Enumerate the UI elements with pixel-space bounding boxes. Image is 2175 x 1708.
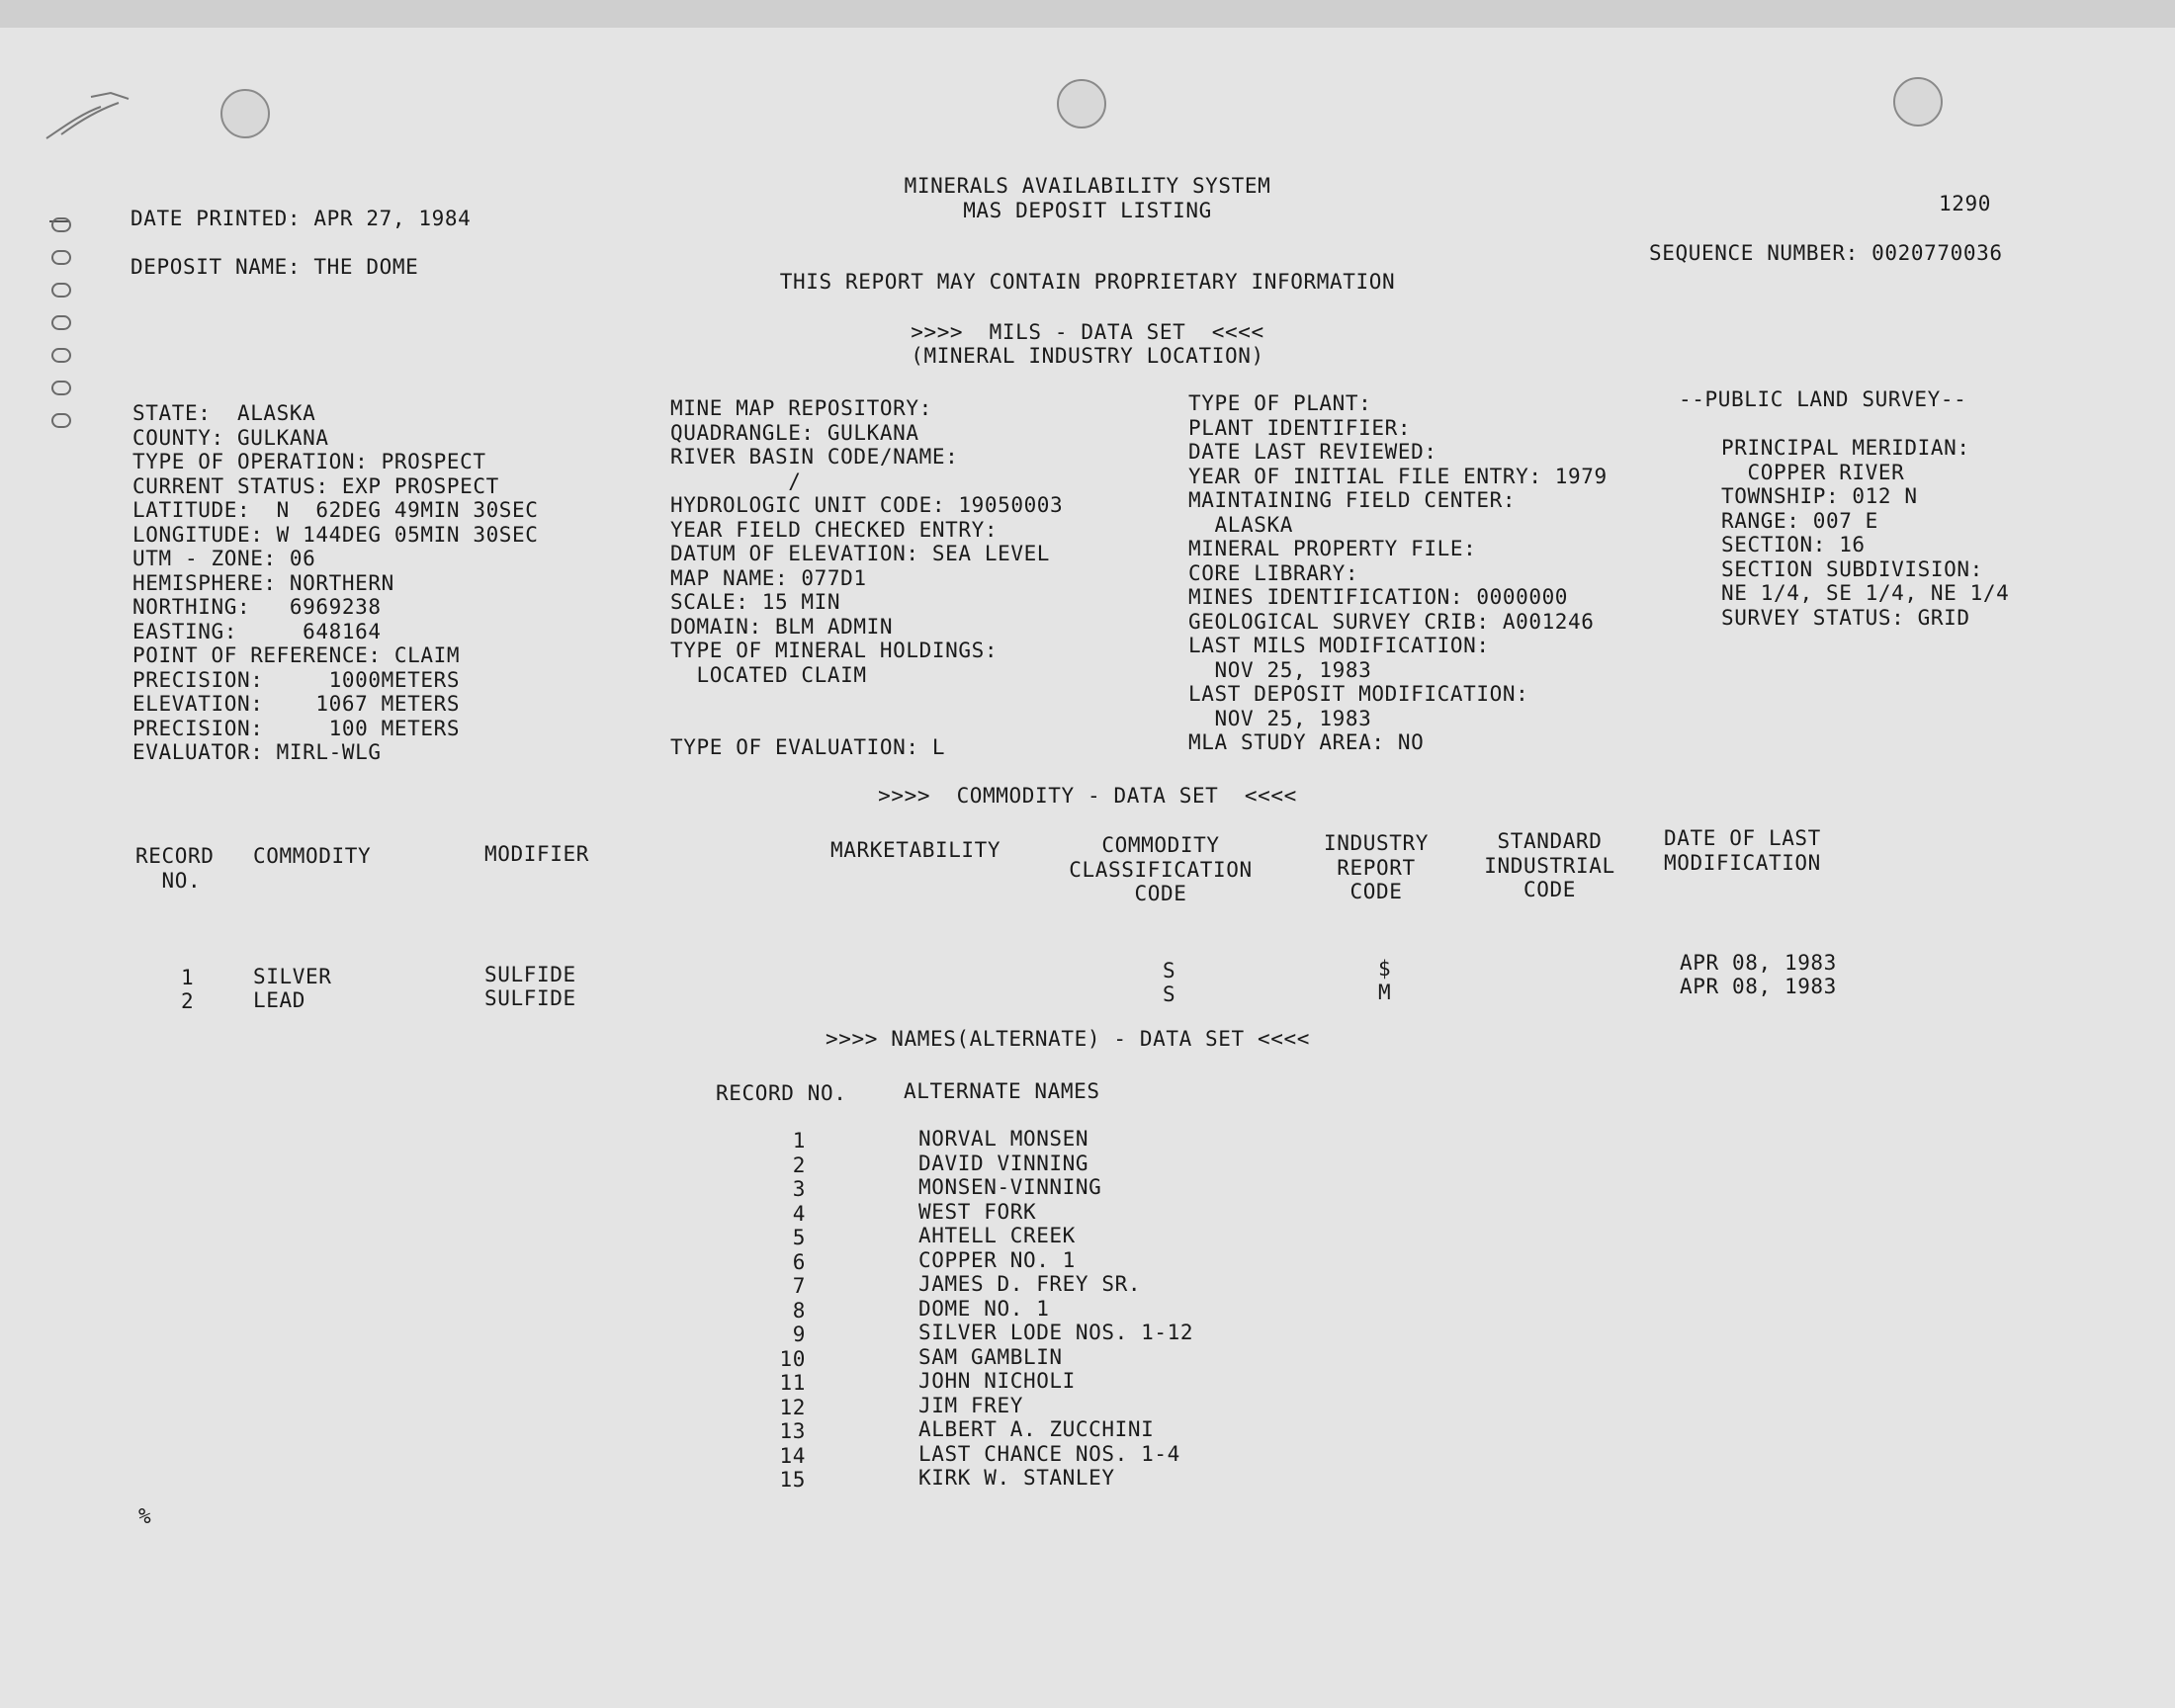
plant-field: GEOLOGICAL SURVEY CRIB: A001246	[1188, 609, 1595, 634]
pencil-mark	[42, 89, 135, 146]
location-field: HEMISPHERE: NORTHERN	[132, 570, 394, 595]
header-record-no: RECORD NO.	[135, 844, 215, 893]
map-field: DATUM OF ELEVATION: SEA LEVEL	[670, 542, 1051, 565]
map-field: RIVER BASIN CODE/NAME:	[670, 445, 959, 469]
commodity-name: SILVER	[253, 965, 332, 988]
header-commodity: COMMODITY	[253, 844, 372, 868]
names-title: >>>> NAMES(ALTERNATE) - DATA SET <<<<	[826, 1027, 1310, 1051]
alternate-name: SILVER LODE NOS. 1-12	[918, 1321, 1194, 1344]
land-survey-field: SURVEY STATUS: GRID	[1721, 605, 1970, 630]
plant-field: MINERAL PROPERTY FILE:	[1188, 537, 1477, 560]
modifier: SULFIDE	[484, 963, 576, 986]
location-field: UTM - ZONE: 06	[132, 547, 316, 570]
alternate-name: DAVID VINNING	[918, 1151, 1089, 1175]
commodity-title: >>>> COMMODITY - DATA SET <<<<	[878, 784, 1297, 808]
location-field: CURRENT STATUS: EXP PROSPECT	[132, 473, 499, 498]
map-field: MAP NAME: 077D1	[670, 565, 867, 590]
map-field: TYPE OF MINERAL HOLDINGS:	[670, 639, 999, 662]
alternate-name: WEST FORK	[918, 1199, 1037, 1224]
alternate-name: AHTELL CREEK	[918, 1224, 1076, 1247]
map-field: LOCATED CLAIM	[670, 662, 867, 687]
header-sic-code: STANDARD INDUSTRIAL CODE	[1484, 829, 1615, 901]
names-record-numbers	[761, 1129, 806, 1493]
name-record-no: 9	[792, 1323, 806, 1346]
location-field: LATITUDE: N 62DEG 49MIN 30SEC	[132, 498, 539, 522]
listing-title: MAS DEPOSIT LISTING	[963, 199, 1212, 222]
name-record-no: 2	[792, 1153, 806, 1177]
proprietary-notice: THIS REPORT MAY CONTAIN PROPRIETARY INFORMATION	[779, 270, 1396, 294]
plant-field: LAST MILS MODIFICATION:	[1188, 634, 1490, 657]
punch-hole-right	[1893, 77, 1943, 127]
alternate-name: COPPER NO. 1	[918, 1247, 1076, 1272]
name-record-no: 15	[779, 1468, 806, 1492]
punch-hole-left	[220, 89, 270, 138]
land-survey-field: RANGE: 007 E	[1721, 508, 1878, 533]
header-marketability: MARKETABILITY	[830, 838, 1001, 862]
land-survey-field: NE 1/4, SE 1/4, NE 1/4	[1721, 581, 2010, 605]
plant-field: LAST DEPOSIT MODIFICATION:	[1188, 682, 1529, 706]
location-field: POINT OF REFERENCE: CLAIM	[132, 643, 461, 667]
alternate-name: SAM GAMBLIN	[918, 1344, 1063, 1369]
classification-code: S	[1163, 982, 1176, 1006]
alternate-name: JAMES D. FREY SR.	[918, 1272, 1142, 1296]
date-modified: APR 08, 1983	[1680, 975, 1837, 998]
map-field: SCALE: 15 MIN	[670, 590, 841, 614]
punch-hole-center	[1057, 79, 1106, 128]
date-printed: DATE PRINTED: APR 27, 1984	[130, 207, 472, 230]
location-column	[132, 401, 539, 765]
film-code-marks	[51, 217, 73, 446]
industry-code: $	[1378, 957, 1392, 981]
mils-title: >>>> MILS - DATA SET <<<<	[911, 320, 1264, 344]
name-record-no: 13	[779, 1419, 806, 1443]
date-modified: APR 08, 1983	[1680, 951, 1837, 975]
header-date-modified: DATE OF LAST MODIFICATION	[1664, 826, 1821, 875]
record-no: 1	[181, 966, 195, 989]
location-field: EASTING: 648164	[132, 619, 382, 643]
map-field: MINE MAP REPOSITORY:	[670, 396, 932, 420]
plant-field: CORE LIBRARY:	[1188, 560, 1359, 585]
alternate-names-list	[918, 1127, 1193, 1491]
land-survey-field: SECTION SUBDIVISION:	[1721, 556, 1983, 581]
alternate-name: ALBERT A. ZUCCHINI	[918, 1417, 1155, 1441]
map-field: HYDROLOGIC UNIT CODE: 19050003	[670, 493, 1064, 517]
name-record-no: 7	[792, 1274, 806, 1298]
alternate-name: NORVAL MONSEN	[918, 1127, 1089, 1151]
name-record-no: 6	[792, 1249, 806, 1274]
public-land-survey-title: --PUBLIC LAND SURVEY--	[1679, 387, 1967, 411]
header-classification: COMMODITY CLASSIFICATION CODE	[1069, 833, 1253, 905]
name-record-no: 14	[779, 1443, 806, 1468]
document-page	[0, 28, 2175, 1708]
page-number: 1290	[1939, 192, 1991, 215]
name-record-no: 1	[792, 1129, 806, 1153]
plant-field: MAINTAINING FIELD CENTER:	[1188, 488, 1517, 512]
location-field: NORTHING: 6969238	[132, 595, 382, 619]
commodity-name: LEAD	[253, 988, 305, 1012]
location-field: PRECISION: 1000METERS	[132, 667, 461, 692]
alternate-name: JOHN NICHOLI	[918, 1369, 1076, 1393]
footer-mark: %	[138, 1504, 152, 1528]
map-field: QUADRANGLE: GULKANA	[670, 420, 919, 445]
plant-field: PLANT IDENTIFIER:	[1188, 415, 1412, 440]
modifier: SULFIDE	[484, 986, 576, 1010]
alternate-name: KIRK W. STANLEY	[918, 1466, 1115, 1490]
name-record-no: 3	[792, 1177, 806, 1201]
system-title: MINERALS AVAILABILITY SYSTEM	[904, 174, 1271, 198]
names-header-record: RECORD NO.	[716, 1081, 847, 1105]
land-survey-field: SECTION: 16	[1721, 533, 1866, 556]
plant-field: TYPE OF PLANT:	[1188, 391, 1372, 415]
land-survey-field: COPPER RIVER	[1721, 460, 1905, 484]
plant-field: NOV 25, 1983	[1188, 657, 1372, 682]
plant-field: MLA STUDY AREA: NO	[1188, 730, 1425, 754]
location-field: COUNTY: GULKANA	[132, 425, 329, 450]
location-field: PRECISION: 100 METERS	[132, 716, 461, 740]
name-record-no: 4	[792, 1201, 806, 1226]
header-industry-code: INDUSTRY REPORT CODE	[1324, 831, 1429, 903]
land-survey-field: PRINCIPAL MERIDIAN:	[1721, 436, 1970, 460]
plant-field: MINES IDENTIFICATION: 0000000	[1188, 585, 1569, 609]
location-field: EVALUATOR: MIRL-WLG	[132, 740, 382, 764]
location-field: TYPE OF OPERATION: PROSPECT	[132, 450, 486, 473]
name-record-no: 11	[779, 1371, 806, 1395]
type-of-evaluation: TYPE OF EVALUATION: L	[670, 735, 946, 759]
mils-subtitle: (MINERAL INDUSTRY LOCATION)	[911, 344, 1264, 368]
alternate-name: DOME NO. 1	[918, 1296, 1050, 1321]
header-modifier: MODIFIER	[484, 842, 589, 866]
alternate-name: JIM FREY	[918, 1393, 1023, 1417]
location-field: LONGITUDE: W 144DEG 05MIN 30SEC	[132, 522, 539, 547]
names-header-alternate: ALTERNATE NAMES	[904, 1079, 1100, 1103]
location-field: ELEVATION: 1067 METERS	[132, 692, 461, 716]
name-record-no: 5	[792, 1226, 806, 1249]
alternate-name: LAST CHANCE NOS. 1-4	[918, 1441, 1180, 1466]
map-field: /	[670, 469, 802, 493]
name-record-no: 10	[779, 1346, 806, 1371]
map-field: DOMAIN: BLM ADMIN	[670, 614, 894, 639]
sequence-number: SEQUENCE NUMBER: 0020770036	[1649, 241, 2003, 265]
record-no: 2	[181, 989, 195, 1013]
land-survey-column	[1721, 436, 2009, 630]
plant-column	[1188, 391, 1608, 755]
classification-code: S	[1163, 959, 1176, 982]
plant-field: NOV 25, 1983	[1188, 706, 1372, 730]
name-record-no: 8	[792, 1298, 806, 1323]
map-column	[670, 396, 1063, 687]
industry-code: M	[1378, 981, 1392, 1004]
name-record-no: 12	[779, 1395, 806, 1419]
land-survey-field: TOWNSHIP: 012 N	[1721, 484, 1918, 508]
deposit-name: DEPOSIT NAME: THE DOME	[130, 255, 419, 279]
plant-field: DATE LAST REVIEWED:	[1188, 440, 1437, 464]
plant-field: ALASKA	[1188, 512, 1293, 537]
plant-field: YEAR OF INITIAL FILE ENTRY: 1979	[1188, 464, 1608, 488]
location-field: STATE: ALASKA	[132, 401, 316, 425]
map-field: YEAR FIELD CHECKED ENTRY:	[670, 517, 999, 542]
alternate-name: MONSEN-VINNING	[918, 1175, 1102, 1199]
